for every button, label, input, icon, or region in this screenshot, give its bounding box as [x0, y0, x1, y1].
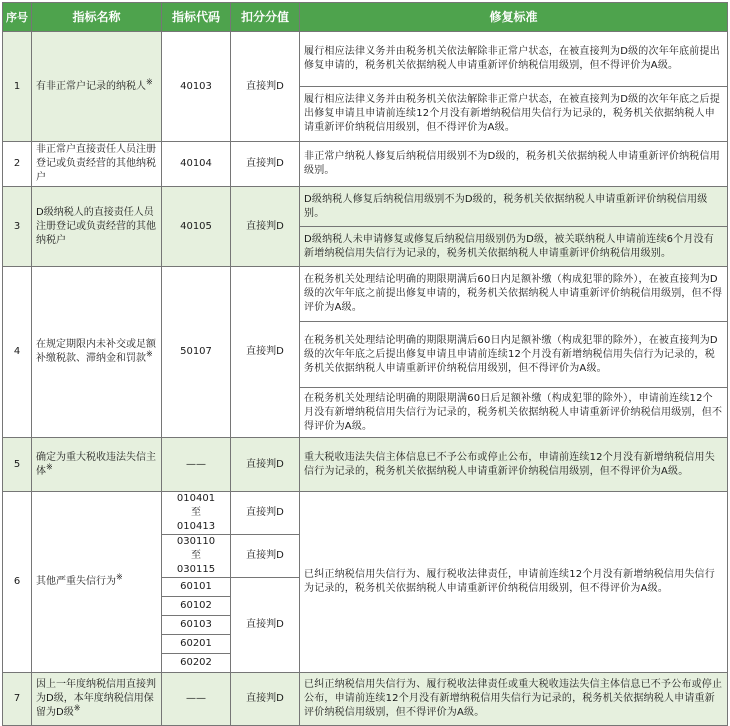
repair-standard: 在税务机关处理结论明确的期限期满后60日内足额补缴（构成犯罪的除外），在被直接判为D级的次年年底之后提出修复申请且申请前连续12个月没有新增纳税信用失信行为记录的，税务机关依据纳税人申请重新评价纳税信用级别，但不得评价为A级。 [300, 322, 728, 388]
repair-standard: 已纠正纳税信用失信行为、履行税收法律责任或重大税收违法失信主体信息已不予公布或停止公布，申请前连续12个月没有新增纳税信用失信行为记录的，税务机关依据纳税人申请重新评价纳税信用级别，但不得评价为A级。 [300, 673, 728, 726]
table-row [3, 438, 728, 492]
row-indicator-code: 60103 [162, 616, 231, 635]
repair-standard: D级纳税人修复后纳税信用级别不为D级的，税务机关依据纳税人申请重新评价纳税信用级别。 [300, 187, 728, 227]
row-score: 直接判D [231, 187, 300, 267]
row-seq: 5 [3, 438, 32, 492]
asterisk-mark: ※ [73, 703, 81, 713]
row-indicator-name: 其他严重失信行为※ [32, 492, 162, 673]
table-row [3, 142, 728, 187]
row-seq: 3 [3, 187, 32, 267]
row-score: 直接判D [231, 578, 300, 673]
row-score: 直接判D [231, 535, 300, 578]
table-row [3, 673, 728, 726]
header-standard: 修复标准 [300, 3, 728, 32]
row-indicator-code: 60202 [162, 654, 231, 673]
table-row [3, 267, 728, 322]
row-indicator-code: 50107 [162, 267, 231, 438]
header-name: 指标名称 [32, 3, 162, 32]
repair-standard: 在税务机关处理结论明确的期限期满后60日内足额补缴（构成犯罪的除外），在被直接判为D级的次年年底之前提出修复申请的，税务机关依据纳税人申请重新评价纳税信用级别，但不得评价为A级。 [300, 267, 728, 322]
row-score: 直接判D [231, 673, 300, 726]
row-indicator-name: 有非正常户记录的纳税人※ [32, 32, 162, 142]
row-score: 直接判D [231, 142, 300, 187]
header-code: 指标代码 [162, 3, 231, 32]
row-indicator-name: 确定为重大税收违法失信主体※ [32, 438, 162, 492]
row-seq: 2 [3, 142, 32, 187]
header-seq: 序号 [3, 3, 32, 32]
row-indicator-code: 030110至030115 [162, 535, 231, 578]
row-seq: 6 [3, 492, 32, 673]
credit-repair-table [2, 2, 728, 726]
header-row [3, 3, 728, 32]
row-indicator-code: —— [162, 438, 231, 492]
row-score: 直接判D [231, 492, 300, 535]
table-row [3, 187, 728, 227]
repair-standard: 已纠正纳税信用失信行为、履行税收法律责任，申请前连续12个月没有新增纳税信用失信行为记录的，税务机关依据纳税人申请重新评价纳税信用级别，但不得评价为A级。 [300, 492, 728, 673]
row-indicator-code: 60201 [162, 635, 231, 654]
repair-standard: D级纳税人未申请修复或修复后纳税信用级别仍为D级，被关联纳税人申请前连续6个月没有新增纳税信用失信行为记录的，税务机关依据纳税人申请重新评价纳税信用级别。 [300, 227, 728, 267]
row-score: 直接判D [231, 32, 300, 142]
row-indicator-code: 60102 [162, 597, 231, 616]
row-score: 直接判D [231, 438, 300, 492]
row-indicator-code: 40105 [162, 187, 231, 267]
repair-standard: 重大税收违法失信主体信息已不予公布或停止公布，申请前连续12个月没有新增纳税信用失信行为记录的，税务机关依据纳税人申请重新评价纳税信用级别，但不得评价为A级。 [300, 438, 728, 492]
row-indicator-code: 40103 [162, 32, 231, 142]
row-indicator-code: —— [162, 673, 231, 726]
row-indicator-code: 40104 [162, 142, 231, 187]
repair-standard: 履行相应法律义务并由税务机关依法解除非正常户状态，在被直接判为D级的次年年底前提出修复申请的，税务机关依据纳税人申请重新评价纳税信用级别，但不得评价为A级。 [300, 32, 728, 87]
header-score: 扣分分值 [231, 3, 300, 32]
row-score: 直接判D [231, 267, 300, 438]
asterisk-mark: ※ [146, 77, 153, 87]
row-seq: 4 [3, 267, 32, 438]
row-indicator-code: 60101 [162, 578, 231, 597]
repair-standard: 在税务机关处理结论明确的期限期满60日后足额补缴（构成犯罪的除外），申请前连续12个月没有新增纳税信用失信行为记录的，税务机关依据纳税人申请重新评价纳税信用级别，但不得评价为A级。 [300, 388, 728, 438]
repair-standard: 履行相应法律义务并由税务机关依法解除非正常户状态，在被直接判为D级的次年年底之后提出修复申请且申请前连续12个月没有新增纳税信用失信行为记录的，税务机关依据纳税人申请重新评价纳税信用级别，但不得评价为A级。 [300, 87, 728, 142]
asterisk-mark: ※ [146, 349, 153, 359]
repair-standard: 非正常户纳税人修复后纳税信用级别不为D级的，税务机关依据纳税人申请重新评价纳税信用级别。 [300, 142, 728, 187]
row-seq: 1 [3, 32, 32, 142]
asterisk-mark: ※ [46, 462, 53, 472]
table-row [3, 492, 728, 535]
row-indicator-code: 010401至010413 [162, 492, 231, 535]
row-seq: 7 [3, 673, 32, 726]
row-indicator-name: 在规定期限内未补交或足额补缴税款、滞纳金和罚款※ [32, 267, 162, 438]
table-row [3, 32, 728, 87]
row-indicator-name: D级纳税人的直接责任人员注册登记或负责经营的其他纳税户 [32, 187, 162, 267]
row-indicator-name: 因上一年度纳税信用直接判为D级，本年度纳税信用保留为D级※ [32, 673, 162, 726]
asterisk-mark: ※ [116, 572, 123, 582]
row-indicator-name: 非正常户直接责任人员注册登记或负责经营的其他纳税户 [32, 142, 162, 187]
